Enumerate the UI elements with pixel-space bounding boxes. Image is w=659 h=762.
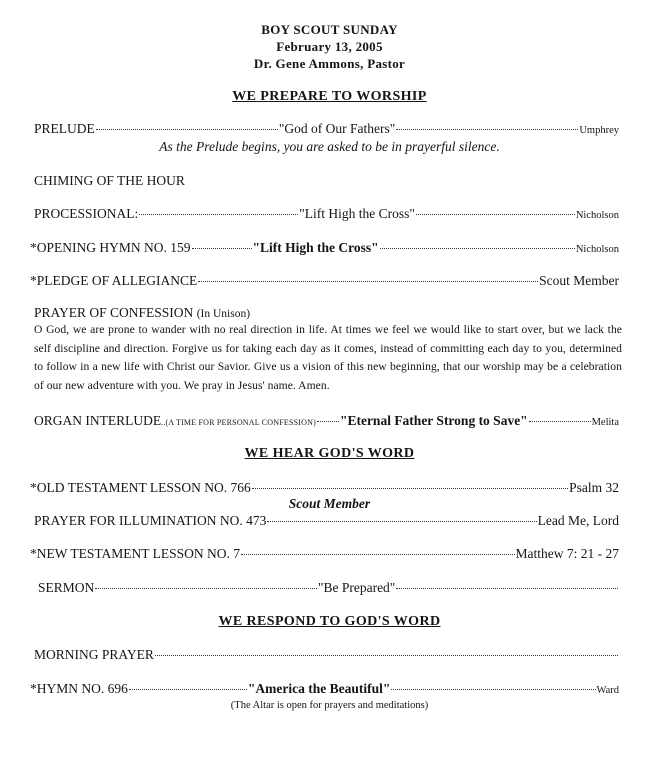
leader-dots: [416, 214, 575, 215]
item-scripture: Psalm 32: [569, 480, 619, 495]
confession-prayer-text: O God, we are prone to wander with no real direction in life. At times we feel we would like to start over, but we lack the self discipline and direction. Forgive us for taking each day as it comes, instead of committing each day to you, determined to follow in a new life with Christ our Savior. Give us a vision of this new beginning, that our worship may be a celebration of our new adventure with you. We pray in Jesus' name. Amen.: [34, 323, 622, 392]
item-label: PROCESSIONAL:: [34, 206, 139, 221]
order-item-illumination: [34, 513, 619, 529]
item-title: "Be Prepared": [317, 580, 396, 595]
item-title: "Lift High the Cross": [252, 240, 379, 255]
leader-dots: [129, 689, 247, 690]
item-label: PRAYER FOR ILLUMINATION NO. 473: [34, 513, 267, 528]
leader-dots: [95, 588, 317, 589]
item-composer: Ward: [596, 685, 619, 696]
leader-dots: [155, 655, 618, 656]
item-title: "Eternal Father Strong to Save": [339, 413, 528, 428]
leader-dots: [139, 214, 298, 215]
pastor-name: Dr. Gene Ammons, Pastor: [253, 56, 406, 71]
item-label: *NEW TESTAMENT LESSON NO. 7: [30, 546, 241, 561]
item-label: *HYMN NO. 696: [30, 681, 128, 696]
confession-sub: (In Unison): [196, 308, 251, 320]
leader-dots: [391, 689, 595, 690]
item-label: MORNING PRAYER: [34, 647, 154, 662]
item-hymn-title: Lead Me, Lord: [537, 513, 619, 528]
item-scripture: Matthew 7: 21 - 27: [515, 546, 619, 561]
leader-dots: [396, 588, 618, 589]
order-item-morning-prayer: [34, 647, 619, 663]
item-label: *OPENING HYMN NO. 159: [30, 240, 191, 255]
item-composer: Nicholson: [575, 210, 619, 221]
item-title: "America the Beautiful": [247, 681, 391, 696]
item-reader: Scout Member: [539, 273, 619, 288]
leader-dots: [396, 129, 578, 130]
section-heading-prepare: WE PREPARE TO WORSHIP: [232, 89, 427, 104]
altar-note: (The Altar is open for prayers and meditations): [230, 700, 429, 711]
order-item-opening-hymn: [30, 240, 619, 256]
order-item-nt-lesson: [30, 546, 619, 562]
order-item-chiming: CHIMING OF THE HOUR: [34, 173, 185, 188]
item-composer: Umphrey: [579, 125, 619, 136]
leader-dots: [267, 521, 536, 522]
item-label: *OLD TESTAMENT LESSON NO. 766: [30, 480, 251, 495]
order-item-sermon: [38, 580, 619, 596]
item-label: PRAYER OF CONFESSION: [34, 305, 194, 320]
section-heading-respond: WE RESPOND TO GOD'S WORD: [218, 614, 441, 629]
order-item-pledge: [30, 273, 619, 289]
leader-dots: [317, 421, 339, 422]
leader-dots: [241, 554, 514, 555]
leader-dots: [380, 248, 575, 249]
leader-dots: [252, 488, 568, 489]
item-label: *PLEDGE OF ALLEGIANCE: [30, 273, 198, 288]
order-item-ot-lesson: [30, 480, 619, 496]
service-date: February 13, 2005: [276, 39, 383, 54]
item-composer: Melita: [591, 417, 619, 428]
item-title: "God of Our Fathers": [278, 121, 396, 136]
item-label: SERMON: [38, 580, 95, 595]
order-item-interlude: [34, 413, 619, 429]
ot-reader: Scout Member: [288, 496, 371, 511]
bulletin-title: BOY SCOUT SUNDAY: [261, 22, 398, 37]
leader-dots: [96, 129, 278, 130]
interlude-sub: ..(A TIME FOR PERSONAL CONFESSION): [161, 418, 316, 427]
leader-dots: [192, 248, 252, 249]
order-item-prelude: [34, 121, 619, 137]
prelude-note: As the Prelude begins, you are asked to be in prayerful silence.: [159, 139, 500, 154]
order-item-processional: [34, 206, 619, 222]
order-item-hymn: [30, 681, 619, 697]
item-title: "Lift High the Cross": [299, 206, 415, 221]
item-label: PRELUDE: [34, 121, 95, 136]
leader-dots: [198, 281, 538, 282]
section-heading-hear: WE HEAR GOD'S WORD: [244, 446, 415, 461]
confession-heading: [34, 305, 250, 321]
item-label: ORGAN INTERLUDE: [34, 413, 162, 428]
leader-dots: [529, 421, 591, 422]
item-composer: Nicholson: [575, 244, 619, 255]
